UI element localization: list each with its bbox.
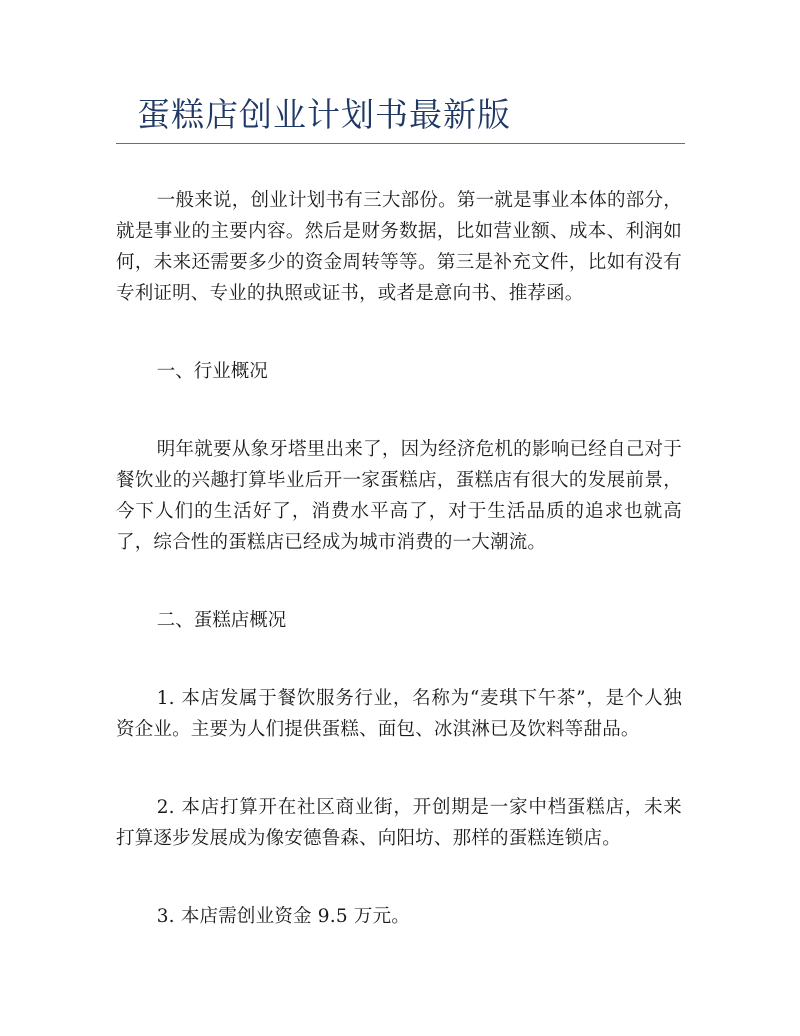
shop-item-1: 1. 本店发属于餐饮服务行业，名称为“麦琪下午茶”，是个人独资企业。主要为人们提供蛋糕、面包、冰淇淋已及饮料等甜品。 (116, 688, 682, 740)
document-title: 蛋糕店创业计划书最新版 (137, 95, 511, 134)
document-body (116, 185, 682, 979)
shop-item-3: 3. 本店需创业资金 9.5 万元。 (156, 906, 411, 927)
shop-item-2: 2. 本店打算开在社区商业街，开创期是一家中档蛋糕店，未来打算逐步发展成为像安德鲁森、向阳坊、那样的蛋糕连锁店。 (116, 797, 682, 849)
industry-paragraph: 明年就要从象牙塔里出来了，因为经济危机的影响已经自己对于餐饮业的兴趣打算毕业后开一家蛋糕店，蛋糕店有很大的发展前景，今下人们的生活好了，消费水平高了，对于生活品质的追求也就高了，综合性的蛋糕店已经成为城市消费的一大潮流。 (116, 439, 682, 553)
section-heading-industry: 一、行业概况 (156, 361, 268, 382)
section-heading-shop: 二、蛋糕店概况 (156, 610, 287, 631)
title-underline (116, 143, 685, 144)
intro-paragraph: 一般来说，创业计划书有三大部份。第一就是事业本体的部分，就是事业的主要内容。然后是财务数据，比如营业额、成本、利润如何，未来还需要多少的资金周转等等。第三是补充文件，比如有没有专利证明、专业的执照或证书，或者是意向书、推荐函。 (116, 190, 682, 304)
